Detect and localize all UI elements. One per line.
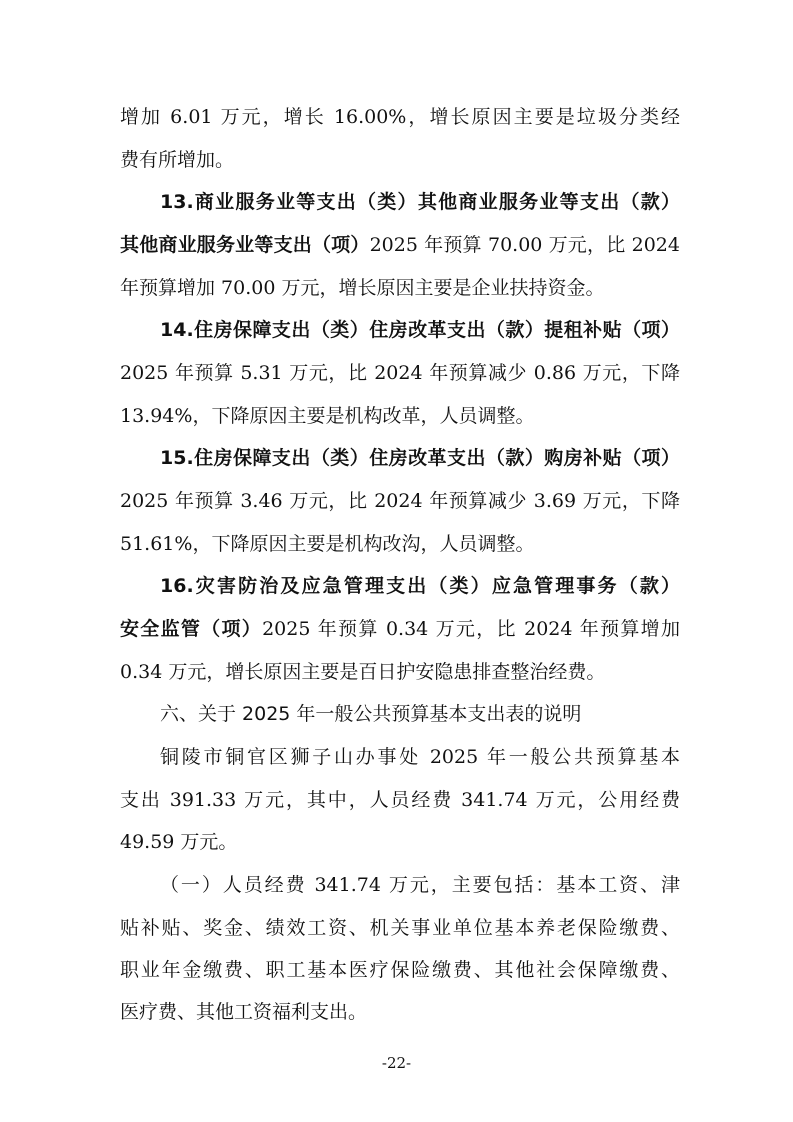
text-run: 2025 年预算 5.31 万元，比 2024 年预算减少 0.86 万元，下降: [120, 362, 680, 384]
item-heading-line: [160, 446, 680, 470]
body-line: [120, 660, 680, 684]
text-run: 支出 391.33 万元，其中，人员经费 341.74 万元，公用经费: [120, 789, 680, 811]
text-run: 医疗费、其他工资福利支出。: [120, 1001, 368, 1023]
text-run: 费有所增加。: [120, 149, 235, 171]
body-line: [120, 404, 680, 428]
item-heading: 16.灾害防治及应急管理支出（类）应急管理事务（款）: [160, 575, 680, 597]
text-run: 增加 6.01 万元，增长 16.00%，增长原因主要是垃圾分类经: [120, 106, 680, 128]
body-line: [120, 532, 680, 556]
section-heading-text: 六、关于 2025 年一般公共预算基本支出表的说明: [160, 703, 582, 725]
body-line: [120, 105, 680, 129]
item-heading-line: [160, 190, 680, 214]
text-run: 2025 年预算 0.34 万元，比 2024 年预算增加: [262, 618, 680, 640]
body-line: [120, 148, 680, 172]
text-run: 贴补贴、奖金、绩效工资、机关事业单位基本养老保险缴费、: [120, 917, 680, 939]
item-heading-line: [160, 318, 680, 342]
body-line: [120, 361, 680, 385]
text-run: 职业年金缴费、职工基本医疗保险缴费、其他社会保障缴费、: [120, 959, 680, 981]
body-line: [120, 233, 680, 257]
body-line: [120, 1000, 680, 1024]
text-run: 年预算增加 70.00 万元，增长原因主要是企业扶持资金。: [120, 277, 605, 299]
body-line: [160, 745, 680, 769]
text-run: 铜陵市铜官区狮子山办事处 2025 年一般公共预算基本: [160, 746, 680, 768]
text-run: 13.94%，下降原因主要是机构改革，人员调整。: [120, 405, 535, 427]
body-line: [120, 958, 680, 982]
body-line: [120, 916, 680, 940]
body-line: [120, 617, 680, 641]
body-line: [120, 489, 680, 513]
item-heading: 安全监管（项）: [120, 618, 263, 640]
item-heading: 其他商业服务业等支出（项）: [120, 234, 370, 256]
text-run: 49.59 万元。: [120, 831, 238, 853]
text-run: 2025 年预算 3.46 万元，比 2024 年预算减少 3.69 万元，下降: [120, 490, 680, 512]
item-heading: 14.住房保障支出（类）住房改革支出（款）提租补贴（项）: [160, 319, 680, 341]
item-heading: 15.住房保障支出（类）住房改革支出（款）购房补贴（项）: [160, 447, 680, 469]
body-line: [120, 788, 680, 812]
text-run: （一）人员经费 341.74 万元，主要包括：基本工资、津: [160, 874, 680, 896]
body-line: [120, 276, 680, 300]
item-heading-line: [160, 574, 680, 598]
text-run: 2025 年预算 70.00 万元，比 2024: [369, 234, 680, 256]
body-line: [120, 830, 680, 854]
text-run: 51.61%，下降原因主要是机构改沟，人员调整。: [120, 533, 535, 555]
text-run: 0.34 万元，增长原因主要是百日护安隐患排查整治经费。: [120, 661, 606, 683]
item-heading: 13.商业服务业等支出（类）其他商业服务业等支出（款）: [160, 191, 680, 213]
section-heading: [160, 702, 680, 726]
body-line: [160, 873, 680, 897]
page-number: -22-: [381, 1054, 412, 1072]
